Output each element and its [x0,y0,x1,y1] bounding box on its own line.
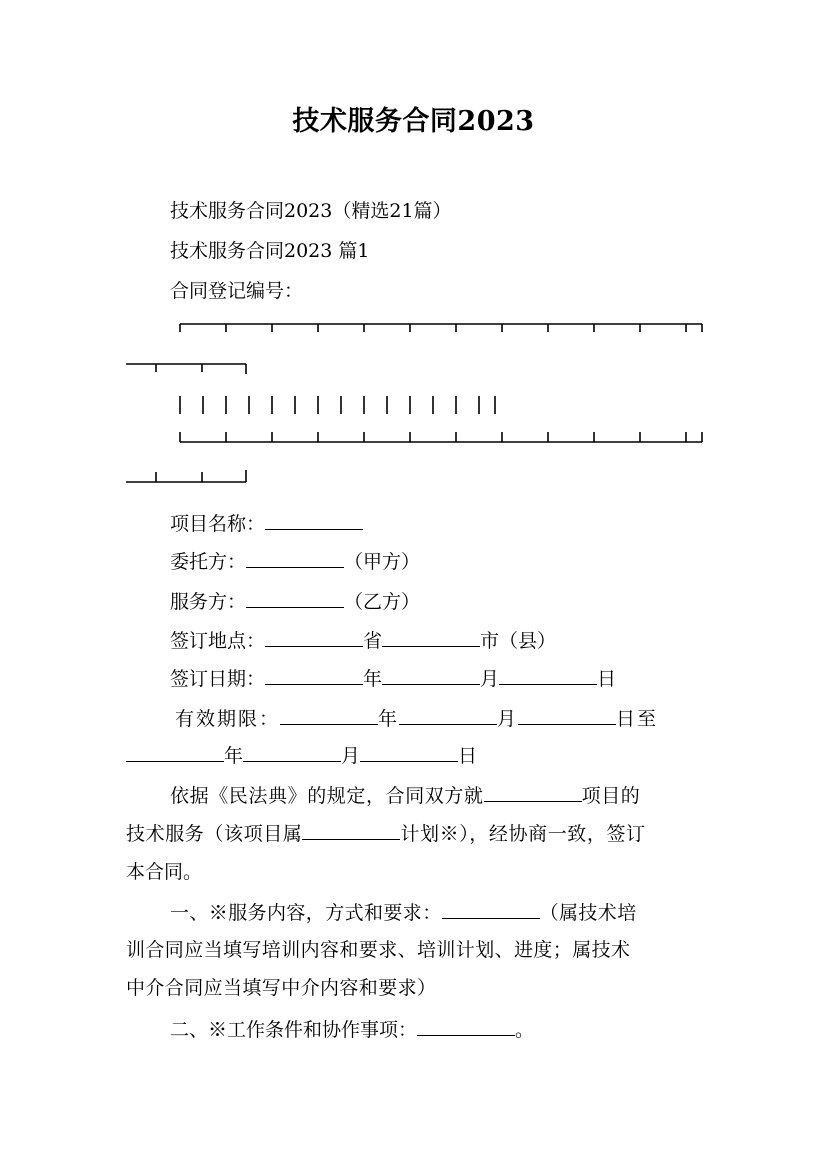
valid-to-year-blank[interactable] [126,742,224,762]
valid-from-year-blank[interactable] [280,705,378,725]
document-subtitle: 技术服务合同2023（精选21篇） [170,200,452,222]
client-blank[interactable] [246,548,344,568]
basis-text-d: 计划※），经协商一致，签订 [400,823,646,845]
client-label: 委托方： [170,551,247,573]
document-title: 技术服务合同2023 [292,106,535,137]
sign-month-text: 月 [480,668,500,690]
client-row [170,548,420,575]
signing-place-label: 签订地点： [170,630,266,652]
valid-to-month-text: 月 [341,745,361,767]
registration-number-box [126,322,706,378]
provider-suffix: （乙方） [344,591,421,613]
valid-from-day-blank[interactable] [518,705,616,725]
basis-project-blank[interactable] [484,782,582,802]
signing-date-label: 签订日期： [170,668,266,690]
sign-year-text: 年 [363,668,383,690]
paragraph-conditions-line-1 [170,1016,534,1043]
service-text-a: 一、※服务内容，方式和要求： [170,902,442,924]
conditions-text-a: 二、※工作条件和协作事项： [170,1019,418,1041]
validity-label: 有效期限： [175,708,281,730]
registration-box-top [126,322,706,378]
valid-to-day-text: 日 [458,745,478,767]
provider-label: 服务方： [170,591,247,613]
paragraph-basis-line-3: 本合同。 [126,861,203,883]
service-text-b: （属技术培 [539,902,637,924]
paragraph-basis-line-1 [170,782,700,809]
chapter-heading: 技术服务合同2023 篇1 [170,240,370,262]
project-name-blank[interactable] [265,510,363,530]
project-name-label: 项目名称： [170,513,266,535]
basis-plan-blank[interactable] [302,820,400,840]
city-blank[interactable] [382,627,480,647]
signing-place-row [170,627,556,654]
signing-date-row [170,665,616,692]
paragraph-service-line-1 [170,899,637,926]
sign-month-blank[interactable] [382,665,480,685]
service-content-blank[interactable] [442,899,540,919]
paragraph-service-line-2: 训合同应当填写培训内容和要求、培训计划、进度；属技术 [126,939,631,961]
valid-to-year-text: 年 [224,745,244,767]
conditions-blank[interactable] [417,1016,515,1036]
project-name-row [170,510,363,537]
valid-to-text: 日至 [616,708,659,730]
paragraph-basis-line-2 [126,820,646,847]
valid-to-month-blank[interactable] [243,742,341,762]
sign-day-blank[interactable] [499,665,597,685]
provider-row [170,588,420,615]
valid-from-month-blank[interactable] [399,705,497,725]
sign-year-blank[interactable] [265,665,363,685]
basis-text-a: 依据《民法典》的规定，合同双方就 [170,785,484,807]
valid-from-year-text: 年 [378,708,400,730]
paragraph-service-line-3: 中介合同应当填写中介内容和要求） [126,977,437,999]
conditions-text-b: 。 [515,1019,535,1041]
provider-blank[interactable] [246,588,344,608]
city-text: 市（县） [480,630,557,652]
validity-row-continued [126,742,477,769]
valid-from-month-text: 月 [497,708,519,730]
registration-box-bottom [126,428,706,484]
valid-to-day-blank[interactable] [360,742,458,762]
validity-row [175,705,658,732]
client-suffix: （甲方） [344,551,421,573]
province-blank[interactable] [265,627,363,647]
registration-number-label: 合同登记编号： [170,280,304,302]
basis-text-b: 项目的 [581,785,641,807]
basis-text-c: 技术服务（该项目属 [126,823,303,845]
registration-box-cells [126,394,706,416]
province-text: 省 [363,630,383,652]
sign-day-text: 日 [597,668,617,690]
